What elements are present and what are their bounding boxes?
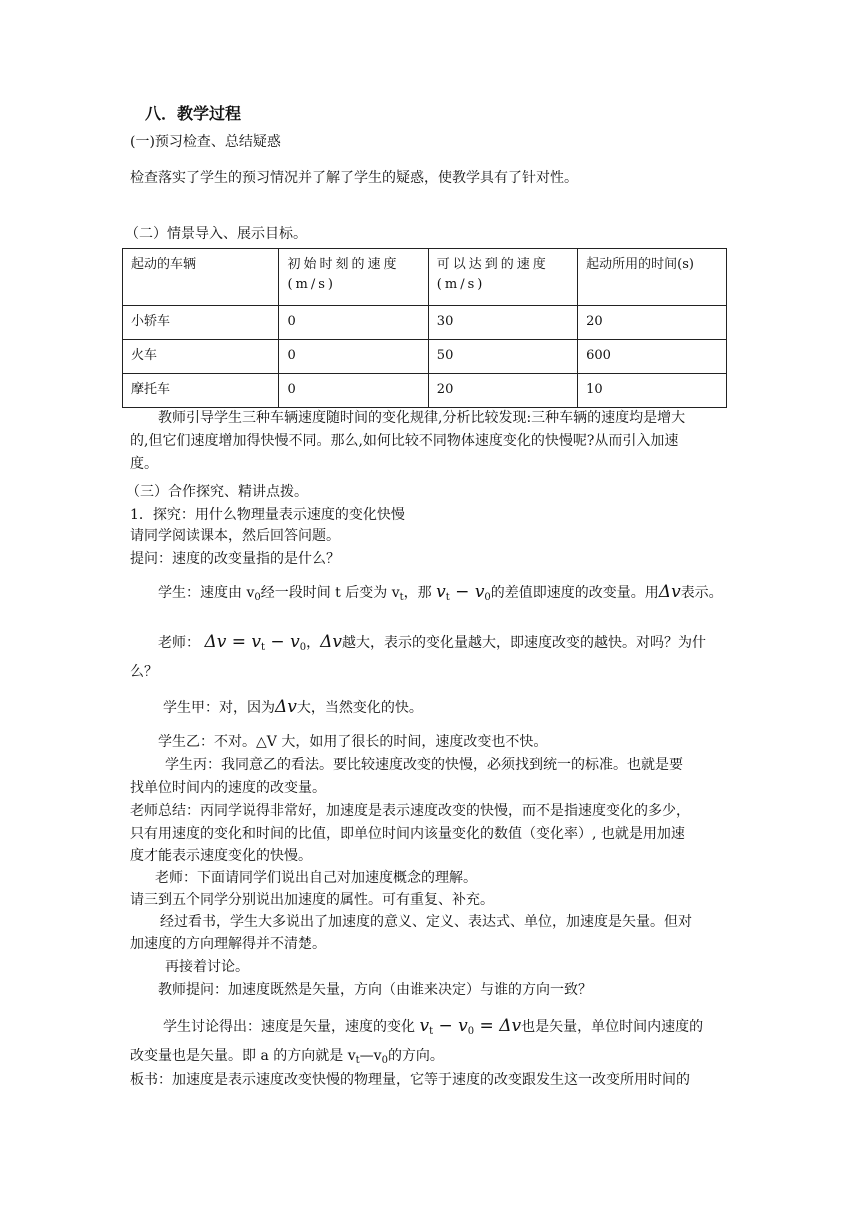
text-segment: 老师： (158, 635, 200, 651)
student-c-line-cont: 找单位时间内的速度的改变量。 (130, 780, 326, 796)
formula-delta-v: Δv (275, 697, 297, 717)
subscript: t (355, 1055, 360, 1066)
text-segment: 也是矢量，单位时间内速度的 (521, 1019, 704, 1035)
text-segment: ， (306, 635, 321, 651)
question: 提问：速度的改变量指的是什么？ (130, 551, 340, 567)
table-row (123, 374, 727, 408)
text-segment: 学生讨论得出：速度是矢量，速度的变化 (163, 1019, 415, 1035)
paragraph-line: 的,但它们速度增加得快慢不同。那么,如何比较不同物体速度变化的快慢呢?从而引入加速 (130, 433, 679, 449)
text-segment: 改变量也是矢量。即 a 的方向就是 v (130, 1048, 356, 1064)
subscript: 0 (467, 1026, 475, 1037)
table-cell: 600 (578, 340, 727, 374)
teacher-line (158, 632, 706, 658)
text-segment: 经一段时间 t 后变为 v (260, 585, 400, 601)
part2-title: （二）情景导入、展示目标。 (125, 226, 307, 242)
teacher2-line: 老师：下面请同学们说出自己对加速度概念的理解。 (155, 870, 477, 886)
math-v: v (436, 582, 446, 602)
teacher-question-line: 教师提问：加速度既然是矢量，方向（由谁来决定）与谁的方向一致？ (158, 982, 592, 998)
text-segment: 学生甲：对，因为 (163, 700, 275, 716)
section-title: 八．教学过程 (145, 104, 242, 123)
formula-delta-v: Δv (658, 582, 681, 602)
table-cell: 小轿车 (123, 306, 279, 340)
math-eq: Δv = v (204, 632, 261, 652)
summary-line: 老师总结：丙同学说得非常好，加速度是表示速度改变的快慢，而不是指速度变化的多少， (130, 803, 690, 819)
subscript: 0 (381, 1055, 388, 1066)
discuss-line: 再接着讨论。 (165, 959, 249, 975)
text-segment: 表示。 (680, 585, 723, 601)
table-cell: 火车 (123, 340, 279, 374)
part1-text: 检查落实了学生的预习情况并了解了学生的疑惑，使教学具有了针对性。 (130, 170, 578, 186)
table-cell: 20 (428, 374, 577, 408)
text-segment: ，那 (403, 585, 432, 601)
text-segment: 大，当然变化的快。 (296, 700, 423, 716)
text-segment: —v (359, 1048, 382, 1064)
table-header-cell: 初始时刻的速度(m/s) (279, 249, 428, 306)
after-line-cont: 加速度的方向理解得并不清楚。 (130, 936, 326, 952)
table-cell: 0 (279, 374, 428, 408)
subscript: t (429, 1026, 434, 1037)
paragraph-line: 教师引导学生三种车辆速度随时间的变化规律,分析比较发现:三种车辆的速度均是增大 (158, 410, 686, 426)
formula-delta-v: Δv (320, 632, 342, 652)
table-cell: 30 (428, 306, 577, 340)
student-b-line: 学生乙：不对。△V 大，如用了很长的时间，速度改变也不快。 (158, 734, 548, 750)
board-line: 板书：加速度是表示速度改变快慢的物理量，它等于速度的改变跟发生这一改变所用时间的 (130, 1072, 690, 1088)
math-v: v (458, 1016, 468, 1036)
math-minus: − (449, 582, 475, 602)
subscript: t (399, 592, 404, 603)
table-header-cell: 起动的车辆 (123, 249, 279, 306)
math-v: v (474, 582, 485, 602)
student-discuss-line (163, 1016, 703, 1042)
formula-vt-minus-v0-eq: $v_t - v_0 = \Delta v$ (419, 1016, 522, 1037)
student-answer-line (158, 582, 723, 608)
table-cell: 摩托车 (123, 374, 279, 408)
subscript: 0 (484, 592, 491, 603)
table-header-cell: 起动所用的时间(s) (578, 249, 727, 306)
table-header-cell: 可以达到的速度(m/s) (428, 249, 577, 306)
text-segment: 学生：速度由 v (158, 585, 255, 601)
part3-title: （三）合作探究、精讲点拨。 (126, 484, 308, 500)
table-cell: 10 (578, 374, 727, 408)
vehicle-table (122, 248, 727, 408)
math-minus: − (265, 632, 291, 652)
formula-delta-v-equals (204, 632, 306, 652)
after-line: 经过看书，学生大多说出了加速度的意义、定义、表达式、单位，加速度是矢量。但对 (160, 914, 692, 930)
part1-title: (一)预习检查、总结疑惑 (130, 134, 281, 150)
math-v: v (290, 632, 300, 652)
math-delta-v: Δv (499, 1016, 522, 1036)
text-segment: 的差值即速度的改变量。用 (490, 585, 659, 601)
item1: 1．探究：用什么物理量表示速度的变化快慢 (130, 507, 405, 523)
summary-line: 只有用速度的变化和时间的比值，即单位时间内该量变化的数值（变化率）, 也就是用加速 (130, 826, 685, 842)
formula-vt-minus-v0 (436, 582, 491, 602)
teacher-line-cont: 么？ (130, 664, 158, 680)
table-cell: 0 (279, 340, 428, 374)
invite-line: 请三到五个同学分别说出加速度的属性。可有重复、补充。 (130, 892, 494, 908)
subscript: t (445, 592, 450, 603)
subscript: t (261, 642, 266, 653)
subscript: 0 (299, 642, 307, 653)
table-row (123, 340, 727, 374)
student-a-line (163, 697, 423, 718)
subscript: 0 (254, 592, 261, 603)
math-minus: − (433, 1016, 459, 1036)
math-v: v (419, 1016, 430, 1036)
text-segment: 越大，表示的变化量越大，即速度改变的越快。对吗？为什 (341, 635, 706, 651)
summary-line: 度才能表示速度变化的快慢。 (130, 848, 312, 864)
student-discuss-line-cont (130, 1046, 444, 1071)
read-instruction: 请同学阅读课本，然后回答问题。 (130, 528, 340, 544)
table-header-row (123, 249, 727, 306)
text-segment: 的方向。 (387, 1048, 444, 1064)
table-cell: 20 (578, 306, 727, 340)
table-cell: 50 (428, 340, 577, 374)
paragraph-line: 度。 (130, 456, 158, 472)
table-cell: 0 (279, 306, 428, 340)
student-c-line: 学生丙：我同意乙的看法。要比较速度改变的快慢，必须找到统一的标准。也就是要 (165, 757, 683, 773)
table-row (123, 306, 727, 340)
